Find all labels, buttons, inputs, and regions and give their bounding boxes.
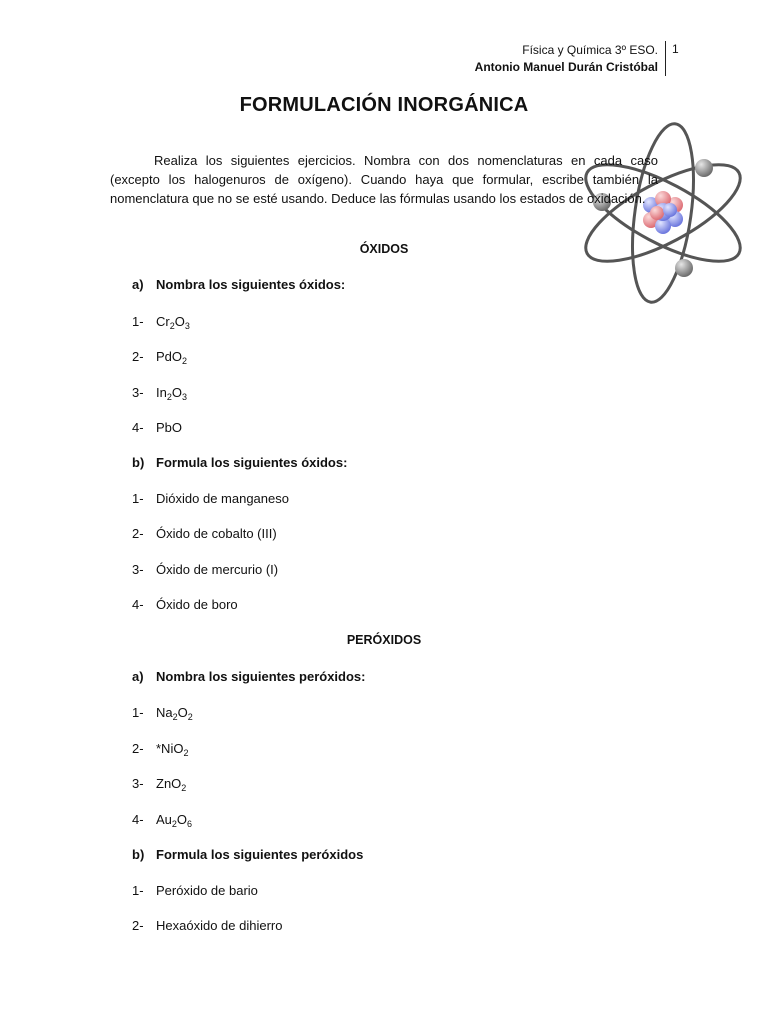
part-label: Nombra los siguientes peróxidos: (156, 669, 366, 684)
subscript: 2 (183, 748, 189, 758)
subscript: 2 (182, 356, 188, 366)
formula-item (132, 420, 182, 435)
oxidos-part-a-label (132, 277, 345, 292)
name-item (132, 883, 258, 898)
chemical-formula: $In_2O_3$ (156, 385, 187, 402)
chemical-formula: $Na_2O_2$ (156, 705, 193, 722)
subscript: 2 (187, 712, 193, 722)
chemical-formula: PdO$_2$ (156, 349, 188, 366)
item-number: 3- (132, 776, 144, 791)
formula-item (132, 741, 188, 756)
name-item (132, 597, 238, 612)
item-number: 1- (132, 314, 144, 329)
chemical-formula: *NiO$_2$ (156, 741, 189, 758)
atom-illustration (577, 120, 749, 306)
part-label: Formula los siguientes peróxidos (156, 847, 364, 862)
item-number: 4- (132, 812, 144, 827)
formula-item (132, 385, 187, 400)
name-item (132, 562, 278, 577)
part-label: Formula los siguientes óxidos: (156, 455, 348, 470)
chemical-formula: $Au_2O_6$ (156, 812, 193, 829)
part-marker: b) (132, 847, 145, 862)
compound-name: Hexaóxido de dihierro (156, 918, 283, 933)
subscript: 3 (181, 392, 187, 402)
page-title: FORMULACIÓN INORGÁNICA (239, 94, 529, 116)
formula-item (132, 812, 192, 827)
page-number: 1 (672, 42, 679, 56)
header-rule (665, 41, 666, 76)
section-heading-peroxidos: PERÓXIDOS (346, 633, 422, 647)
subscript: 2 (169, 321, 175, 331)
compound-name: Óxido de boro (156, 597, 238, 612)
item-number: 2- (132, 741, 144, 756)
name-item (132, 491, 289, 506)
formula-item (132, 349, 187, 364)
electron (675, 259, 693, 277)
intro-text: Realiza los siguientes ejercicios. Nombra con dos nomenclaturas en cada caso (excepto los halogenuros de oxígeno). Cuando haya que formular, escribe también la nomenclatura que no se esté usando. Deduce las fórmulas usando los estados de oxidación. (110, 153, 658, 206)
peroxidos-part-a-label (132, 669, 366, 684)
name-item (132, 526, 277, 541)
part-marker: a) (132, 277, 144, 292)
part-marker: b) (132, 455, 145, 470)
part-marker: a) (132, 669, 144, 684)
formula-item (132, 776, 186, 791)
item-number: 3- (132, 562, 144, 577)
subscript: 3 (184, 321, 190, 331)
subscript: 2 (166, 392, 172, 402)
item-number: 2- (132, 526, 144, 541)
chemical-formula: PbO (156, 420, 183, 435)
course-label: Física y Química 3º ESO. (522, 43, 658, 57)
item-number: 2- (132, 918, 144, 933)
oxidos-part-b-label (132, 455, 347, 470)
compound-name: Óxido de mercurio (I) (156, 562, 279, 577)
part-label: Nombra los siguientes óxidos: (156, 277, 346, 292)
subscript: 2 (181, 783, 187, 793)
intro-paragraph (110, 151, 658, 208)
compound-name: Peróxido de bario (156, 883, 258, 898)
subscript: 6 (187, 819, 193, 829)
author-name: Antonio Manuel Durán Cristóbal (474, 60, 658, 74)
subscript: 2 (172, 712, 178, 722)
peroxidos-part-b-label (132, 847, 363, 862)
item-number: 2- (132, 349, 144, 364)
item-number: 1- (132, 705, 144, 720)
electron (695, 159, 713, 177)
name-item (132, 918, 282, 933)
item-number: 4- (132, 597, 144, 612)
subscript: 2 (171, 819, 177, 829)
formula-item (132, 314, 190, 329)
chemical-formula: $Cr_2O_3$ (156, 314, 190, 331)
header-block (475, 42, 658, 76)
item-number: 4- (132, 420, 144, 435)
compound-name: Óxido de cobalto (III) (156, 526, 277, 541)
item-number: 3- (132, 385, 144, 400)
section-heading-oxidos: ÓXIDOS (359, 242, 409, 256)
compound-name: Dióxido de manganeso (156, 491, 289, 506)
item-number: 1- (132, 491, 144, 506)
item-number: 1- (132, 883, 144, 898)
chemical-formula: ZnO$_2$ (156, 776, 187, 793)
formula-item (132, 705, 193, 720)
